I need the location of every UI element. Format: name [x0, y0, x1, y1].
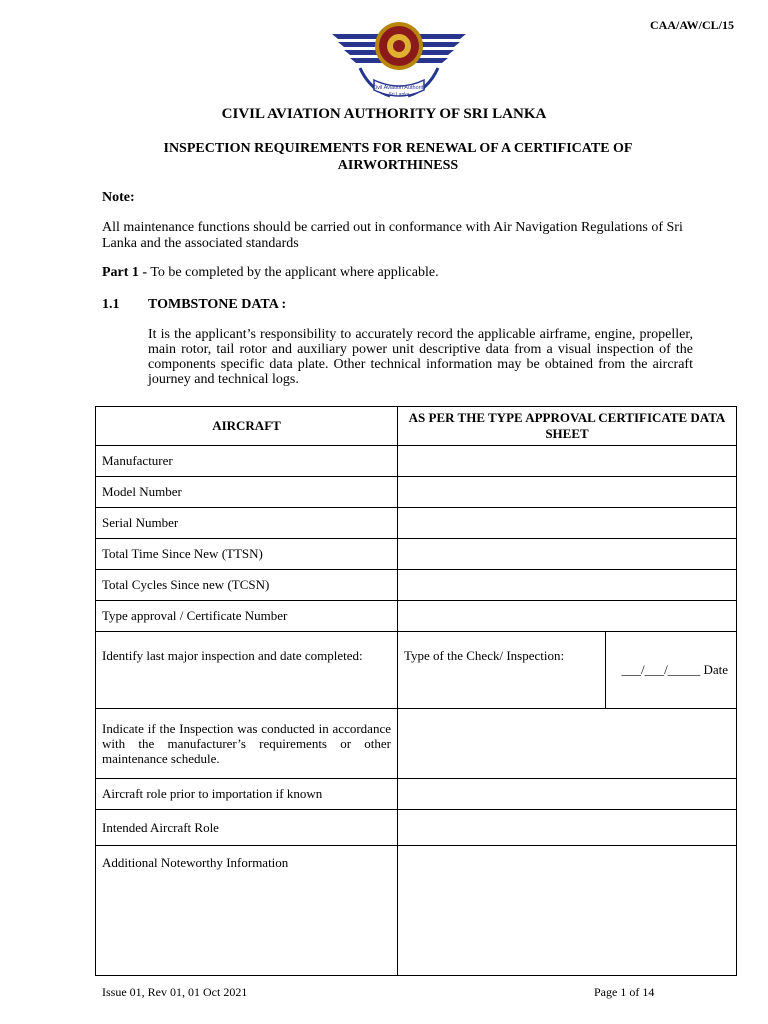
intended-role-value-field[interactable]	[398, 810, 737, 846]
document-title: CIVIL AVIATION AUTHORITY OF SRI LANKA	[221, 106, 547, 122]
prior-role-value-field[interactable]	[398, 779, 737, 810]
table-row	[96, 539, 737, 570]
row-label-additional-info: Additional Noteworthy Information	[96, 846, 398, 976]
part1-text: To be completed by the applicant where applicable.	[150, 265, 439, 280]
table-row	[96, 601, 737, 632]
row-label-tcsn: Total Cycles Since new (TCSN)	[96, 570, 398, 601]
table-header-row	[96, 407, 737, 446]
row-label-type-approval-number: Type approval / Certificate Number	[96, 601, 398, 632]
date-placeholder: ___/___/_____ Date	[621, 662, 728, 677]
ttsn-value-field[interactable]	[398, 539, 737, 570]
table-row-inspection	[96, 632, 737, 709]
row-label-last-inspection: Identify last major inspection and date completed:	[96, 632, 398, 709]
tcsn-value-field[interactable]	[398, 570, 737, 601]
section-title: TOMBSTONE DATA :	[148, 297, 287, 312]
part1-label: Part 1 -	[102, 265, 148, 280]
check-type-field[interactable]	[398, 632, 606, 709]
footer-issue: Issue 01, Rev 01, 01 Oct 2021	[102, 985, 248, 999]
row-label-model-number: Model Number	[96, 477, 398, 508]
row-label-intended-role: Intended Aircraft Role	[96, 810, 398, 846]
table-row	[96, 709, 737, 779]
type-approval-number-value-field[interactable]	[398, 601, 737, 632]
manufacturer-value-field[interactable]	[398, 446, 737, 477]
row-label-manufacturer: Manufacturer	[96, 446, 398, 477]
model-number-value-field[interactable]	[398, 477, 737, 508]
civil-aviation-authority-emblem-icon	[330, 10, 468, 104]
header-aircraft: AIRCRAFT	[96, 407, 398, 446]
header-type-approval: AS PER THE TYPE APPROVAL CERTIFICATE DATA SHEET	[398, 407, 737, 446]
section-paragraph: It is the applicant’s responsibility to accurately record the applicable airframe, engine, propeller, main rotor, tail rotor and auxiliary power unit descriptive data from a visual inspection of the components specific data plate. Other technical information may be obtained from the aircraft journey and technical logs.	[148, 327, 693, 387]
inspection-date-field[interactable]	[606, 632, 737, 709]
inspection-conformance-value-field[interactable]	[398, 709, 737, 779]
check-type-label: Type of the Check/ Inspection:	[404, 648, 565, 663]
document-code: CAA/AW/CL/15	[649, 18, 734, 32]
emblem-text-line2: Sri Lanka	[388, 92, 410, 98]
part1-line	[102, 265, 439, 281]
footer-page-number: Page 1 of 14	[594, 985, 655, 999]
note-label: Note:	[102, 190, 135, 205]
additional-info-value-field[interactable]	[398, 846, 737, 976]
row-label-inspection-conformance: Indicate if the Inspection was conducted in accordance with the manufacturer’s requirements or other maintenance schedule.	[96, 709, 398, 779]
row-label-prior-role: Aircraft role prior to importation if known	[96, 779, 398, 810]
table-row	[96, 810, 737, 846]
table-row	[96, 477, 737, 508]
section-number: 1.1	[102, 297, 120, 312]
row-label-serial-number: Serial Number	[96, 508, 398, 539]
document-subtitle: INSPECTION REQUIREMENTS FOR RENEWAL OF A CERTIFICATE OF AIRWORTHINESS	[163, 141, 633, 173]
serial-number-value-field[interactable]	[398, 508, 737, 539]
row-label-ttsn: Total Time Since New (TTSN)	[96, 539, 398, 570]
table-row	[96, 570, 737, 601]
table-row	[96, 846, 737, 976]
emblem-text-line1: Civil Aviation Authority	[371, 85, 427, 91]
table-row	[96, 508, 737, 539]
tombstone-data-table	[95, 406, 737, 976]
table-row	[96, 779, 737, 810]
table-row	[96, 446, 737, 477]
note-text: All maintenance functions should be carried out in conformance with Air Navigation Regulations of Sri Lanka and the associated standards	[102, 220, 683, 251]
